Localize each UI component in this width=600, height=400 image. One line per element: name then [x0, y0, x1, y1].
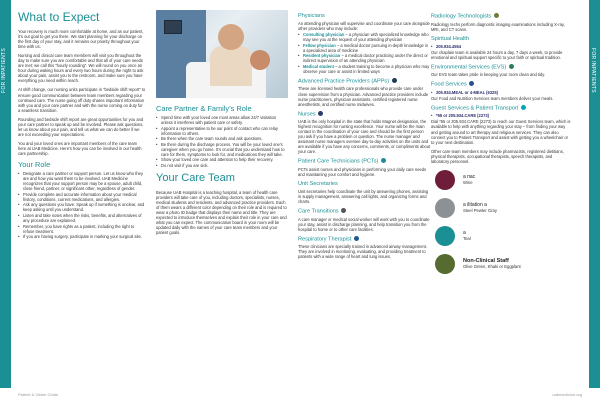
swatch-name: a ᴨac	[463, 174, 476, 181]
list-item: • Ask any questions you have. Speak up if something is unclear, and keep asking until you understand.	[18, 202, 146, 212]
swatch-row	[435, 226, 571, 246]
swatch-row	[435, 198, 571, 218]
guest-text: Dial *55 or 205.934.CARE (2273) to reach our Guest Services team, which is available to help with anything regarding your stay – from finding your way and getting around to art therapy and religious services. They can also connect you to Patient Transport and assist with getting you a wheelchair or to your next destination.	[431, 119, 571, 145]
list-item: • Remember, you have rights as a patient, including the right to refuse treatment.	[18, 224, 146, 234]
care-partner-heading: Care Partner & Family’s Role	[156, 104, 252, 113]
app-text: These are licensed health care professionals who provide care under close supervision from a physician. Advanced practice providers include nurse practitioners, physician assistants, certified registered nurse anesthetists, and certified nurse midwives.	[298, 86, 429, 107]
swatch-color-name: Olive Green, Khaki or Eggplant	[463, 264, 521, 270]
care-team-text: Because UAB Hospital is a teaching hospital, a team of health care providers will take care of you, including doctors, specialists, nurses, medical students and residents, and advanced practice providers. Each of them wears a different color depending on their role and is required to wear a photo ID badge that displays their name and title. They are expected to introduce themselves and explain their role in your care and what you can expect. The communication board in your room will be updated daily with the names of your care team members and your patient goals.	[156, 189, 287, 236]
monitor-icon	[164, 20, 182, 34]
swatch-name: Non-Clinical Staff	[463, 258, 509, 265]
paragraph: Your recovery is much more comfortable at home, and as our patient, it’s our goal to get you there. We start planning for your discharge on the first day of your stay, and it remains our priority throughout your time with us.	[18, 29, 144, 50]
other-staff-text: Other care team members may include pharmacists, registered dietitians, physical therapists, occupational therapists, speech therapists, and laboratory personnel.	[431, 148, 564, 164]
app-heading: Advanced Practice Providers (APPs)	[298, 78, 431, 86]
guest-phone[interactable]: • *55 or 205.934.CARE (2273)	[431, 113, 571, 118]
evs-heading: Environmental Services (EVS)	[431, 64, 571, 72]
pct-heading: Patient Care Technicians (PCTs)	[298, 158, 431, 166]
swatch-row	[435, 170, 571, 190]
paragraph: You and your loved ones are important members of the care team here at UAB Medicine. Here’s how you can be involved in our health care partnership.	[18, 140, 142, 156]
spiritual-heading: Spiritual Health	[431, 35, 469, 42]
app-color-dot	[392, 78, 397, 83]
footer	[0, 388, 600, 400]
nurse-patient-photo	[156, 10, 288, 98]
non-clinical-swatch	[435, 254, 455, 274]
uniform-swatch-list	[431, 170, 571, 274]
side-tab-left	[0, 0, 11, 388]
side-tab-right	[589, 0, 600, 388]
care-team-heading: Your Care Team	[156, 171, 235, 184]
list-item: • Do not visit if you are sick.	[156, 163, 288, 168]
spiritual-text: Our chaplain team is available 24 hours a day, 7 days a week, to provide emotional and spiritual support specific to your faith or spiritual tradition.	[431, 49, 563, 60]
list-item: • Designate a care partner or support person. Let us know who they are and how you want them to be involved. UAB Medicine recognizes that your support person may be a spouse, adult child, close friend, partner, or significant other, regardless of gender.	[18, 171, 146, 191]
list-item: • Resident physician – a medical doctor practicing under the direct or indirect supervision of an attending physician	[298, 53, 431, 63]
your-role-list	[18, 171, 146, 239]
swatch-color-name: Wine	[463, 180, 473, 186]
guest-color-dot	[521, 105, 526, 110]
list-item: • If you are having surgery, participate in marking your surgical site.	[18, 234, 146, 239]
food-color-dot	[469, 81, 474, 86]
steel-gray-swatch	[435, 198, 455, 218]
swatch-row	[435, 254, 571, 274]
pct-text: PCTs assist nurses and physicians in performing your daily care needs and maintaining your comfort and hygiene.	[298, 166, 427, 178]
swatch-color-name: Teal	[463, 236, 471, 242]
food-phone[interactable]: • 205.934.MEAL or 4-MEAL (6325)	[431, 90, 571, 95]
unit-secretaries-text: Unit secretaries help coordinate the unit by answering phones, assisting in supply management, answering call lights, and organizing forms and charts.	[298, 189, 429, 205]
care-transitions-heading: Care Transitions	[298, 208, 431, 216]
paragraph: At shift change, our nursing units participate in “bedside shift report” to ensure good communication between team members regarding your continued care. The nurse going off duty shares important information with you and your care partner and with the nurse coming on duty for a seamless transition.	[18, 87, 146, 113]
food-text: Our Food and Nutrition Services team members deliver your meals.	[431, 95, 554, 101]
column-care-team	[156, 10, 288, 239]
column-services	[431, 10, 571, 282]
swatch-name: a ilitation a	[463, 202, 487, 209]
nurses-heading: Nurses	[298, 111, 431, 119]
swatch-name: a	[463, 230, 466, 237]
physicians-list	[298, 32, 431, 74]
transitions-color-dot	[341, 208, 346, 213]
radiology-color-dot	[494, 13, 499, 18]
patient-figure	[250, 50, 270, 70]
nurse-figure	[218, 24, 244, 50]
pct-color-dot	[381, 158, 386, 163]
teal-swatch	[435, 226, 455, 246]
list-item: • Consulting physician – a physician with specialized knowledge who may see you at the request of your attending physician	[298, 32, 431, 42]
radiology-heading: Radiology Technologists	[431, 13, 571, 21]
care-transitions-text: A care manager or medical social worker will work with you to coordinate your stay, assist in discharge planning, and help transition you from the hospital to home or to other care facilities.	[298, 216, 430, 232]
side-tab-label: FOR INPATIENTS	[1, 48, 7, 93]
list-item: • Appoint a representative to be our point of contact who can relay information to others.	[156, 126, 288, 136]
list-item: • Be there during the discharge process. You will be your loved one’s caregiver when you go home. It’s crucial that you understand how to care for them, symptoms to look for, and medications they will take.	[156, 142, 288, 157]
physicians-intro: An attending physician will supervise and coordinate your care alongside other providers who may include:	[298, 21, 430, 32]
nurse-color-dot	[318, 111, 323, 116]
guest-heading: Guest Services & Patient Transport	[431, 105, 571, 113]
food-phone-list	[431, 90, 571, 95]
your-role-heading: Your Role	[18, 160, 51, 170]
list-item: • Show your loved one care and attention to help their recovery.	[156, 157, 288, 162]
list-item: • Provide complete and accurate information about your medical history, conditions, current medications, and allergies.	[18, 192, 146, 202]
footer-url[interactable]: uabmedicine.org	[552, 392, 582, 397]
footer-left: Patient & Visitor Guide	[18, 392, 59, 397]
list-item: • Be there when the care team rounds and ask questions.	[156, 136, 288, 141]
spiritual-phone[interactable]: • 205.934.4554	[431, 44, 571, 49]
respiratory-heading: Respiratory Therapist	[298, 236, 431, 244]
list-item: • Spend time with your loved one most areas allow 24/7 visitation unless it interferes with patient care or safety.	[156, 115, 288, 125]
page-title: What to Expect	[18, 10, 100, 24]
respiratory-text: These clinicians are specially trained in advanced airway management. They are involved in monitoring, evaluating, and providing treatment to patients with a wide range of heart and lung issues.	[298, 244, 428, 260]
care-partner-list	[156, 115, 288, 168]
food-heading: Food Services	[431, 81, 571, 89]
radiology-text: Radiology techs perform diagnostic imaging examinations including X-ray, MRI, and CT scans.	[431, 21, 565, 32]
paragraph: Nursing and clinical care team members will visit you throughout the day to make sure you are comfortable and that all of your care needs are met; we call this “hourly rounding”. We will round on you once an hour during waking hours and every two hours during the night to ask about your pain, assist you to the restroom, and make sure you have everything you need within reach.	[18, 53, 144, 84]
evs-color-dot	[509, 64, 514, 69]
side-tab-label: FOR INPATIENTS	[590, 48, 596, 93]
nurses-text: UAB is the only hospital in the state that holds Magnet designation, the highest recognition for nursing excellence. Your nurse will be the main contact in the coordination of your care and should be the first person you ask if you have a problem or question. The nurse manager and assistant nurse managers oversee day-to-day activities on the units and are available if you have any concerns, comments, or compliments about your care.	[298, 119, 431, 155]
list-item: • Listen and take notes when the risks, benefits, and alternatives of any procedure are explained.	[18, 213, 146, 223]
rt-color-dot	[354, 236, 359, 241]
swatch-color-name: Steel Pewter Gray	[463, 208, 497, 214]
column-what-to-expect	[18, 10, 146, 243]
guest-phone-list	[431, 113, 571, 118]
physicians-heading: Physicians	[298, 13, 325, 19]
column-providers	[298, 10, 431, 264]
unit-secretaries-heading: Unit Secretaries	[298, 181, 338, 188]
evs-text: Our EVS team takes pride in keeping your room clean and tidy.	[431, 72, 546, 78]
paragraph: Rounding and bedside shift report are great opportunities for you and your care partner to speak up and be involved. Please ask questions, let us know about your pain, and tell us what we can do better if we are not exceeding your expectations.	[18, 116, 144, 137]
list-item: • Fellow physician – a medical doctor pursuing in-depth knowledge in a specialized area of medicine	[298, 43, 431, 53]
list-item: • Medical student – a student training to become a physician who may observe your care or assist in limited ways	[298, 64, 431, 74]
spiritual-phone-list	[431, 44, 571, 49]
wine-swatch	[435, 170, 455, 190]
